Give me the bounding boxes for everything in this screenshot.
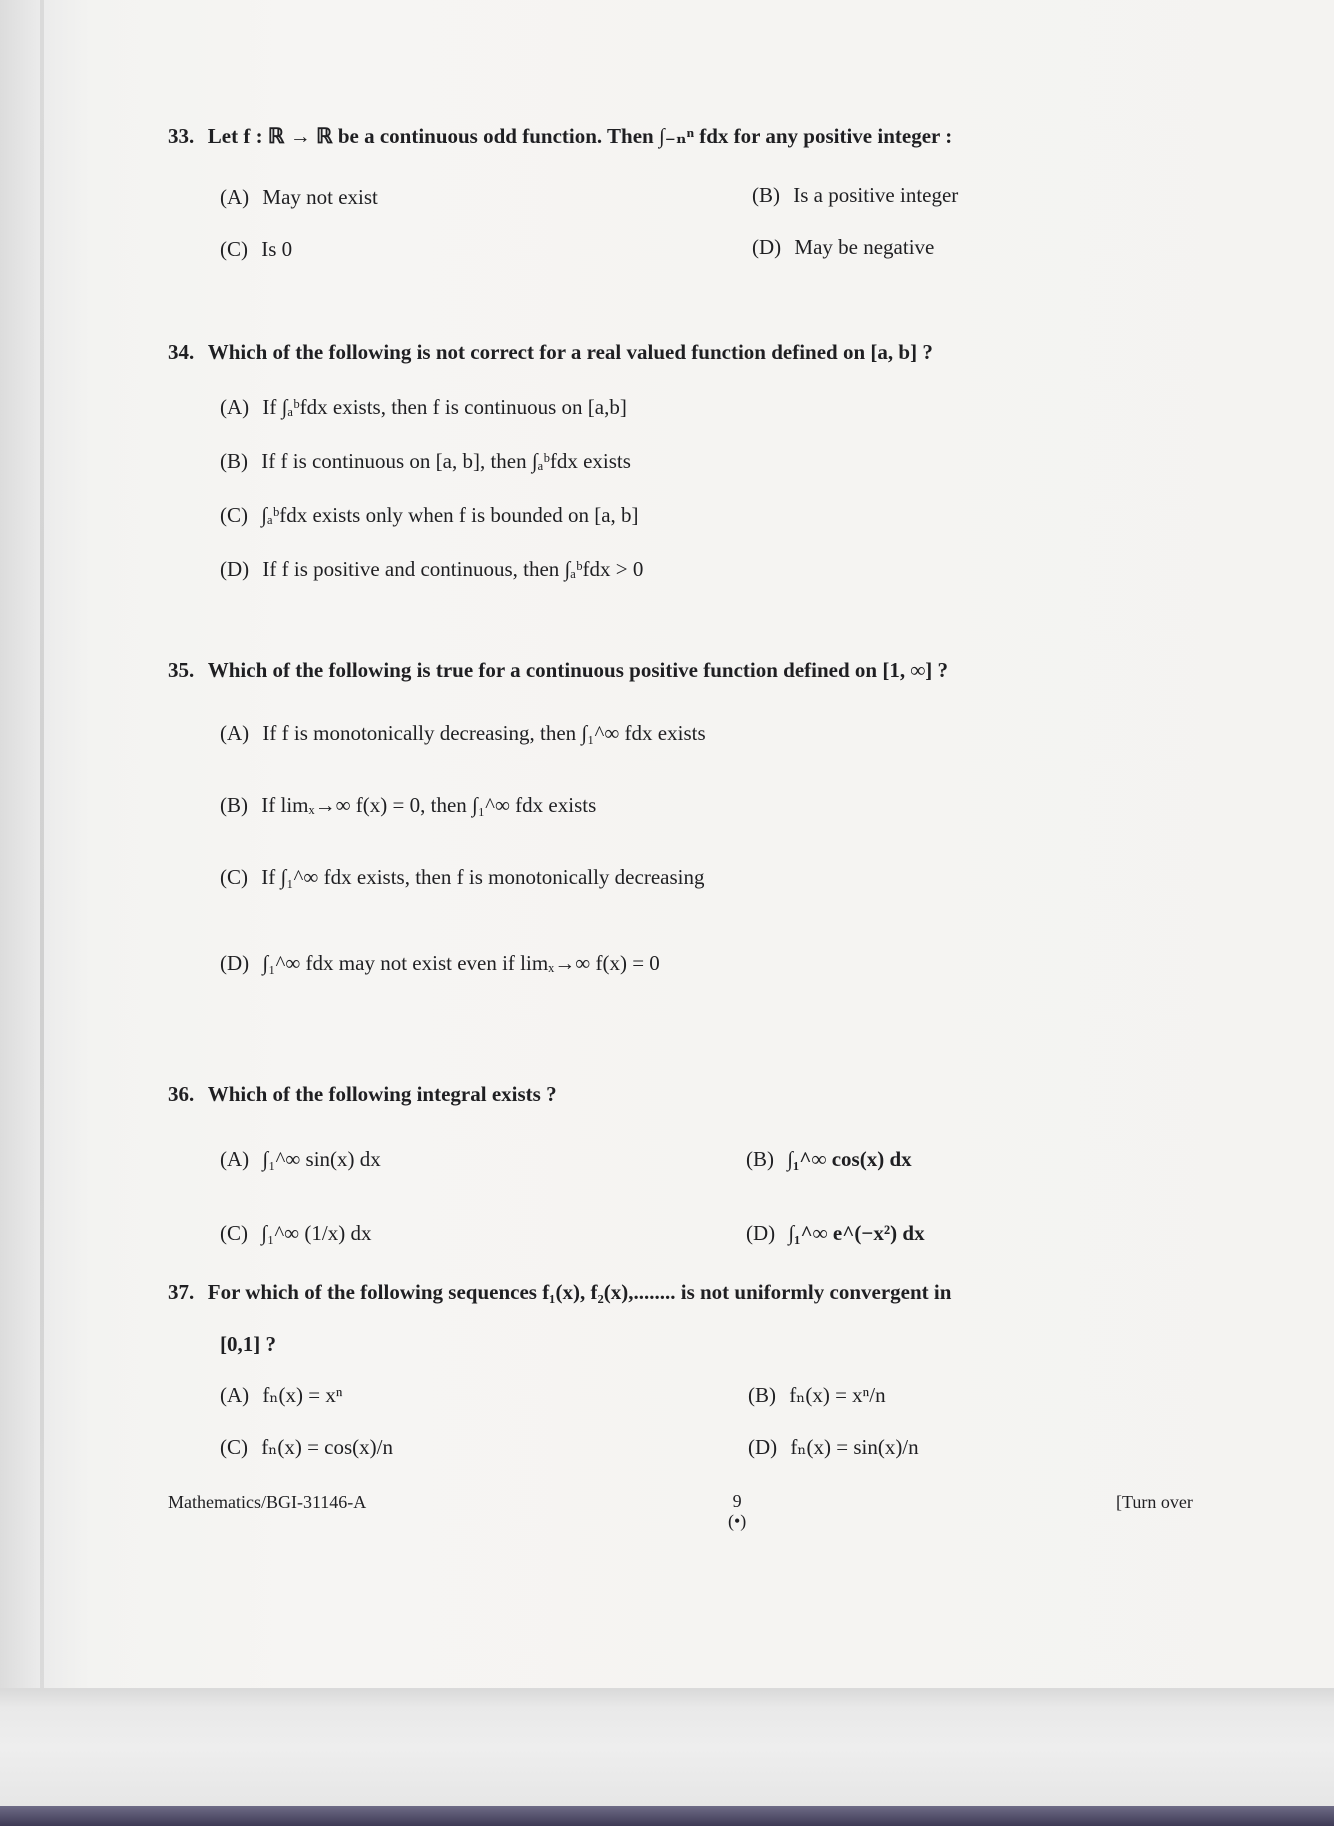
option-text: ∫₁^∞ sin(x) dx: [262, 1147, 381, 1171]
turn-over-note: [Turn over: [1116, 1492, 1193, 1512]
option-34-d: [220, 556, 643, 582]
option-36-d: [746, 1220, 925, 1246]
question-text: Which of the following is true for a continuous positive function defined on [1, ∞] ?: [207, 658, 949, 682]
option-33-b: [752, 182, 958, 208]
option-text: ∫₁^∞ fdx may not exist even if limₓ→∞ f(x) = 0: [262, 951, 660, 975]
option-34-b: [220, 448, 631, 474]
option-label: (A): [220, 721, 250, 745]
option-text: ∫₁^∞ e^(−x²) dx: [788, 1221, 925, 1245]
question-36: [168, 1080, 557, 1108]
option-35-a: [220, 720, 706, 746]
option-37-b: [748, 1382, 886, 1408]
question-text: For which of the following sequences f₁(x), f₂(x),........ is not uniformly convergent in: [207, 1280, 952, 1304]
option-36-c: [220, 1220, 371, 1246]
option-text: If f is positive and continuous, then ∫ₐᵇfdx > 0: [262, 557, 644, 581]
option-37-c: [220, 1434, 393, 1460]
option-33-c: [220, 236, 292, 262]
question-number: 34.: [168, 340, 195, 364]
option-text: If ∫ₐᵇfdx exists, then f is continuous on [a,b]: [262, 395, 627, 419]
option-37-a: [220, 1382, 342, 1408]
option-label: (C): [220, 503, 248, 527]
option-text: Is 0: [261, 237, 293, 261]
option-label: (C): [220, 1435, 248, 1459]
page-bottom-edge: [0, 1688, 1334, 1806]
option-label: (B): [746, 1147, 774, 1171]
option-label: (B): [220, 793, 248, 817]
question-text: [0,1] ?: [220, 1332, 276, 1356]
question-33: [168, 122, 952, 150]
option-37-d: [748, 1434, 919, 1460]
option-35-b: [220, 792, 596, 818]
page-mark: (•): [728, 1510, 747, 1531]
question-37-continuation: [220, 1330, 276, 1358]
binding-shadow: [40, 0, 44, 1690]
option-label: (D): [220, 951, 250, 975]
question-text: Which of the following is not correct for a real valued function defined on [a, b] ?: [207, 340, 933, 364]
question-37: [168, 1278, 951, 1306]
question-number: 36.: [168, 1082, 195, 1106]
option-label: (B): [748, 1383, 776, 1407]
question-number: 35.: [168, 658, 195, 682]
option-label: (A): [220, 395, 250, 419]
option-label: (C): [220, 237, 248, 261]
scanner-bottom-band: [0, 1806, 1334, 1826]
option-text: If ∫₁^∞ fdx exists, then f is monotonically decreasing: [261, 865, 705, 889]
option-35-d: [220, 950, 660, 976]
option-text: May be negative: [794, 235, 935, 259]
option-36-b: [746, 1146, 912, 1172]
option-text: Is a positive integer: [793, 183, 959, 207]
page-number: 9: [732, 1491, 742, 1511]
option-label: (A): [220, 1147, 250, 1171]
page-number-block: [728, 1492, 746, 1532]
option-text: May not exist: [262, 185, 378, 209]
option-text: fₙ(x) = sin(x)/n: [790, 1435, 919, 1459]
question-number: 33.: [168, 124, 195, 148]
option-label: (C): [220, 865, 248, 889]
option-36-a: [220, 1146, 381, 1172]
option-label: (D): [746, 1221, 776, 1245]
option-text: ∫ₐᵇfdx exists only when f is bounded on [a, b]: [261, 503, 639, 527]
option-text: fₙ(x) = xⁿ/n: [789, 1383, 886, 1407]
option-text: If f is continuous on [a, b], then ∫ₐᵇfdx exists: [261, 449, 631, 473]
option-text: fₙ(x) = cos(x)/n: [261, 1435, 393, 1459]
option-text: If limₓ→∞ f(x) = 0, then ∫₁^∞ fdx exists: [261, 793, 597, 817]
question-number: 37.: [168, 1280, 195, 1304]
option-label: (B): [220, 449, 248, 473]
option-text: If f is monotonically decreasing, then ∫₁^∞ fdx exists: [262, 721, 706, 745]
option-34-a: [220, 394, 627, 420]
question-34: [168, 338, 933, 366]
option-label: (D): [220, 557, 250, 581]
option-label: (A): [220, 185, 250, 209]
question-35: [168, 656, 948, 684]
option-label: (D): [752, 235, 782, 259]
option-label: (D): [748, 1435, 778, 1459]
paper-code: Mathematics/BGI-31146-A: [168, 1492, 367, 1512]
option-label: (A): [220, 1383, 250, 1407]
option-34-c: [220, 502, 639, 528]
option-label: (C): [220, 1221, 248, 1245]
option-label: (B): [752, 183, 780, 207]
question-text: Let f : ℝ → ℝ be a continuous odd function. Then ∫₋ₙⁿ fdx for any positive integer :: [207, 124, 953, 148]
option-text: ∫₁^∞ (1/x) dx: [261, 1221, 372, 1245]
option-35-c: [220, 864, 704, 890]
option-33-d: [752, 234, 934, 260]
question-text: Which of the following integral exists ?: [207, 1082, 557, 1106]
option-text: fₙ(x) = xⁿ: [262, 1383, 343, 1407]
option-text: ∫₁^∞ cos(x) dx: [787, 1147, 912, 1171]
option-33-a: [220, 184, 378, 210]
